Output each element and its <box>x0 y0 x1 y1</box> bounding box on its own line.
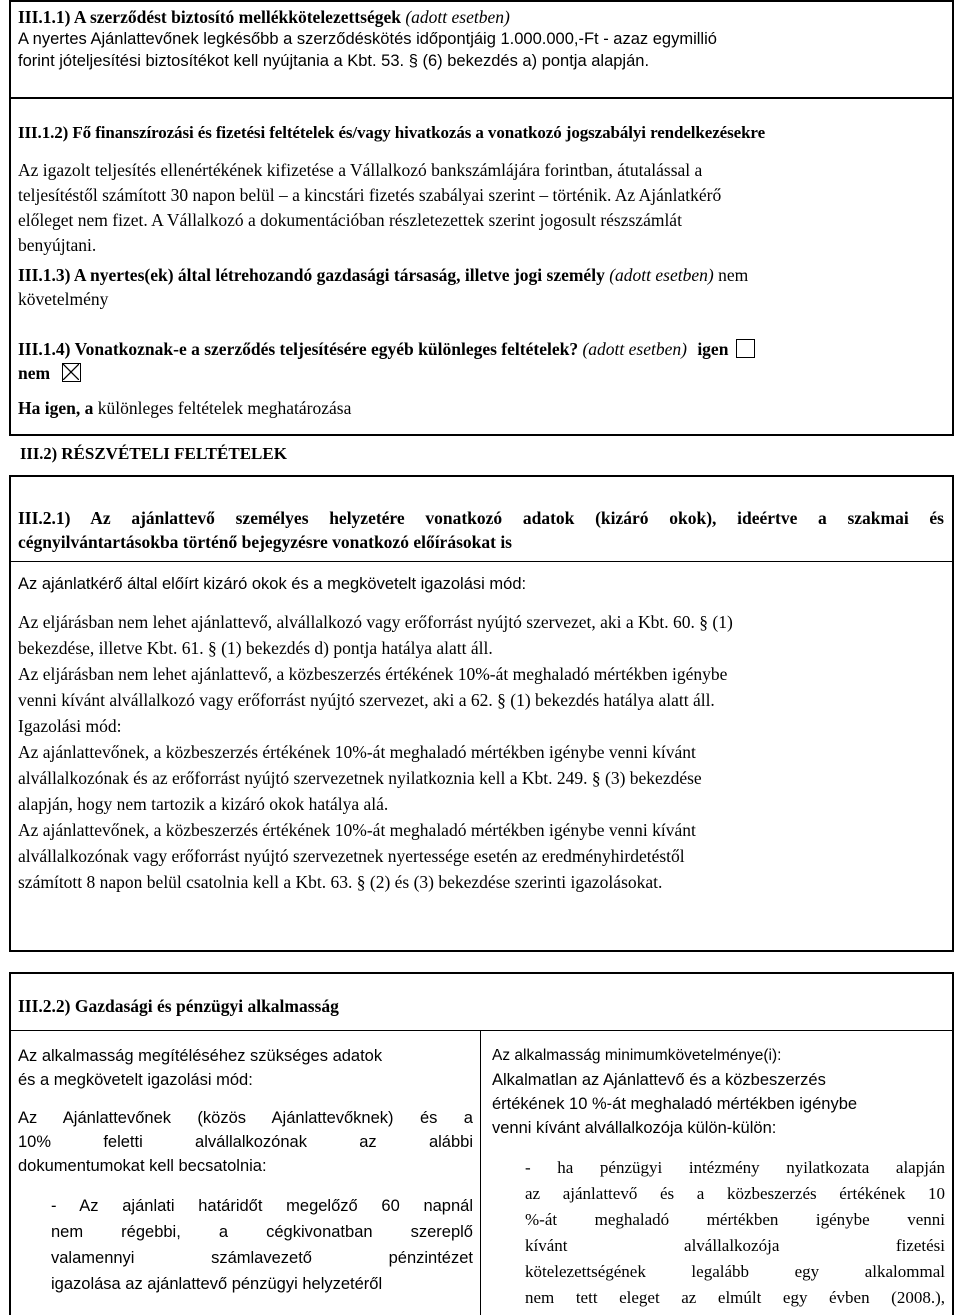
left-item-line-4: igazolása az ajánlattevő pénzügyi helyzetéről <box>51 1275 383 1293</box>
right-intro-line-1: Az alkalmasság minimumkövetelménye(i): <box>492 1047 782 1064</box>
exclusion-line-5: Igazolási mód: <box>18 716 122 736</box>
exclusion-line-8: alapján, hogy nem tartozik a kizáró okok hatálya alá. <box>18 794 389 814</box>
paragraph-III-1-2-line-1: Az igazolt teljesítés ellenértékének kifizetése a Vállalkozó bankszámlájára forintban, átutalással a <box>18 160 703 180</box>
right-item-line-5: kötelezettségének legalább egy alkalommal <box>525 1262 945 1281</box>
column-divider <box>480 1030 481 1315</box>
section-box-III-2-2 <box>9 972 954 1315</box>
left-para-line-1: Az Ajánlattevőnek (közös Ajánlattevőknek) és a <box>18 1109 473 1127</box>
checkbox-igen[interactable] <box>736 339 755 358</box>
checkbox-row-nem: nem <box>18 362 81 384</box>
heading-III-1-1: III.1.1) A szerződést biztosító mellékkötelezettségek (adott esetben) <box>18 7 510 27</box>
paragraph-III-1-2-line-4: benyújtani. <box>18 235 97 255</box>
exclusion-line-11: számított 8 napon belül csatolnia kell a Kbt. 63. § (2) és (3) bekezdése szerinti igazolásokat. <box>18 872 663 892</box>
left-para-line-3: dokumentumokat kell becsatolnia: <box>18 1157 267 1175</box>
heading-III-1-3-line-2: követelmény <box>18 289 109 309</box>
paragraph-III-1-2-line-2: teljesítéstől számított 30 napon belül – a kincstári fizetés szabályai szerint – történik. Az Ajánlatkérő <box>18 185 722 205</box>
right-item-line-2: az ajánlattevő és a közbeszerzés értékének 10 <box>525 1184 945 1203</box>
right-intro-line-4: venni kívánt alvállalkozója külön-külön: <box>492 1119 777 1137</box>
paragraph-III-1-2-line-3: előleget nem fizet. A Vállalkozó a dokumentációban részletezettek szerint jogosult részszámlát <box>18 210 682 230</box>
exclusion-line-7: alvállalkozónak és az erőforrást nyújtó szervezetnek nyilatkoznia kell a Kbt. 249. § (3) bekezdése <box>18 768 702 788</box>
left-item-line-2: nem régebbi, a cégkivonatban szereplő <box>51 1223 473 1241</box>
heading-III-2-2: III.2.2) Gazdasági és pénzügyi alkalmasság <box>18 996 339 1016</box>
exclusion-line-1: Az eljárásban nem lehet ajánlattevő, alvállalkozó vagy erőforrást nyújtó szervezet, aki a Kbt. 60. § (1) <box>18 612 733 632</box>
exclusion-line-4: venni kívánt alvállalkozó vagy erőforrást nyújtó szervezet, aki a 62. § (1) bekezdés hatálya alatt áll. <box>18 690 715 710</box>
section-title-III-2: III.2) RÉSZVÉTELI FELTÉTELEK <box>20 444 287 463</box>
exclusion-line-6: Az ajánlattevőnek, a közbeszerzés értékének 10%-át meghaladó mértékben igénybe venni kívánt <box>18 742 696 762</box>
left-intro-line-2: és a megkövetelt igazolási mód: <box>18 1071 253 1089</box>
divider <box>9 97 954 99</box>
right-item-line-4: kívánt alvállalkozója fizetési <box>525 1236 945 1255</box>
left-intro-line-1: Az alkalmasság megítéléséhez szükséges adatok <box>18 1047 383 1065</box>
right-item-line-6: nem tett eleget az elmúlt egy évben (2008.), <box>525 1288 945 1307</box>
left-item-line-1: - Az ajánlati határidőt megelőző 60 napnál <box>51 1197 473 1215</box>
exclusion-line-3: Az eljárásban nem lehet ajánlattevő, a közbeszerzés értékének 10%-át meghaladó mértékben igénybe <box>18 664 728 684</box>
right-item-line-1: - ha pénzügyi intézmény nyilatkozata alapján <box>525 1158 945 1177</box>
right-intro-line-3: értékének 10 %-át meghaladó mértékben igénybe <box>492 1095 858 1113</box>
exclusion-line-10: alvállalkozónak vagy erőforrást nyújtó szervezetnek nyertessége esetén az eredményhirdetéstől <box>18 846 685 866</box>
exclusion-line-2: bekezdése, illetve Kbt. 61. § (1) bekezdés d) pontja hatálya alatt áll. <box>18 638 493 658</box>
heading-III-1-4: III.1.4) Vonatkoznak-e a szerződés teljesítésére egyéb különleges feltételek? (adott esetben) igen <box>18 338 755 360</box>
right-intro-line-2: Alkalmatlan az Ajánlattevő és a közbeszerzés <box>492 1071 826 1089</box>
section-box-III-2-1 <box>9 475 954 952</box>
section-box-III-1 <box>9 0 954 436</box>
heading-rule <box>9 1030 954 1031</box>
right-item-line-3: %-át meghaladó mértékben igénybe venni <box>525 1210 945 1229</box>
heading-III-1-2: III.1.2) Fő finanszírozási és fizetési feltételek és/vagy hivatkozás a vonatkozó jogszabályi rendelkezésekre <box>18 123 766 142</box>
left-item-line-3: valamennyi számlavezető pénzintézet <box>51 1249 473 1267</box>
checkbox-nem[interactable] <box>62 363 81 382</box>
left-para-line-2: 10% feletti alvállalkozónak az alábbi <box>18 1133 473 1151</box>
paragraph-III-1-1-line-2: forint jóteljesítési biztosítékot kell nyújtania a Kbt. 53. § (6) bekezdés a) pontja alapján. <box>18 52 650 70</box>
subheading-exclusion: Az ajánlatkérő által előírt kizáró okok és a megkövetelt igazolási mód: <box>18 575 527 593</box>
underline-rule <box>9 561 954 562</box>
exclusion-line-9: Az ajánlattevőnek, a közbeszerzés értékének 10%-át meghaladó mértékben igénybe venni kívánt <box>18 820 696 840</box>
heading-III-2-1-line-1: III.2.1) Az ajánlattevő személyes helyzetére vonatkozó adatok (kizáró okok), ideértve a szakmai és <box>18 508 944 528</box>
if-yes-line: Ha igen, a különleges feltételek meghatározása <box>18 398 352 418</box>
heading-III-1-3: III.1.3) A nyertes(ek) által létrehozandó gazdasági társaság, illetve jogi személy (adott esetben) nem <box>18 265 749 285</box>
paragraph-III-1-1-line-1: A nyertes Ajánlattevőnek legkésőbb a szerződéskötés időpontjáig 1.000.000,-Ft - azaz egymillió <box>18 30 717 48</box>
heading-III-2-1-line-2: cégnyilvántartásokba történő bejegyzésre vonatkozó előírásokat is <box>18 532 512 552</box>
